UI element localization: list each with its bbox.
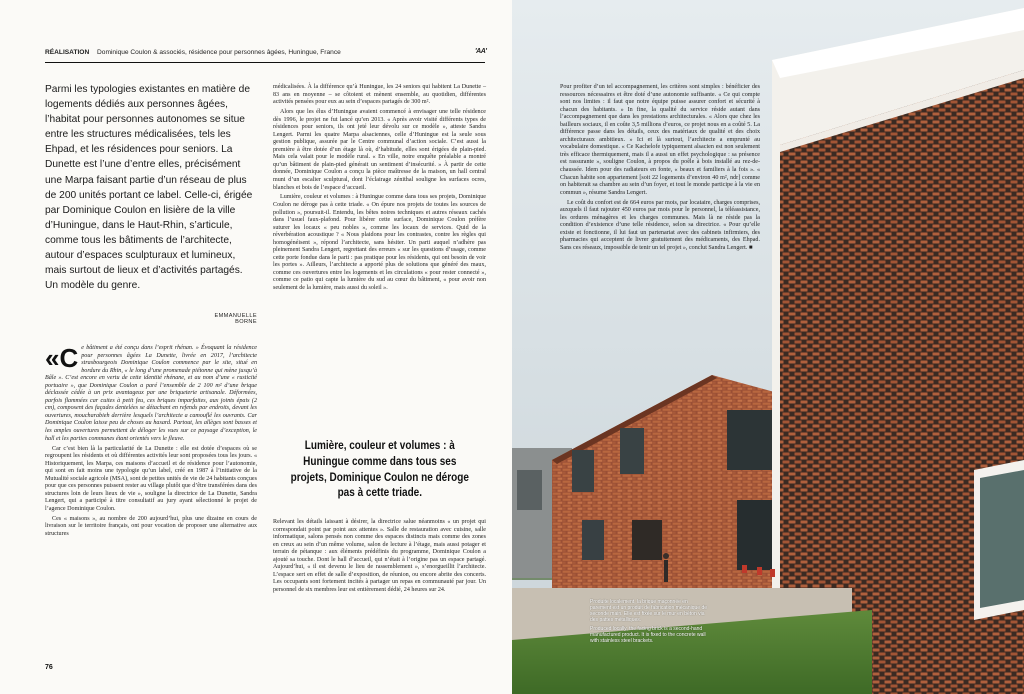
body-column-2-bottom: [273, 519, 486, 597]
right-page-photo: [512, 0, 1024, 694]
body-paragraph: Le coût du confort est de 664 euros par mois, par locataire, charges comprises, auxquels il faut rajouter 450 euros par mois pour le personnel, la téléassistance, les ordures ménagères et les charges communes. Mais là ne réside pas la condition d’existence d’une telle résidence, selon sa directrice. « Pour qu’elle existe et fonctionne, il lui faut un partenariat avec des cabinets infirmiers, des pharmacies qui acceptent de livrer gratuitement des médicaments, des Ehpad. Sans ces réseaux, impossible de tenir un tel projet », conclut Sandra Lengert. ■: [560, 199, 760, 251]
body-paragraph: Alors que les élus d’Huningue avaient commencé à envisager une telle résidence dès 1996, le projet ne fut lancé qu’en 2013. « Après avoir visité différents types de résidences pour seniors, ils ont jeté leur dévolu sur ce modèle », atteste Sandra Lengert. Parmi les quatre Marpa alsaciennes, celle d’Huningue est la seule sous gestion publique, assurée par le Centre communal d’action sociale. C’est aussi la première à être dotée d’un étage là où, d’habitude, elles sont érigées de plain-pied. Mais cela valait pour le modèle rural. « En ville, notre enquête préalable a montré qu’un bâtiment de plain-pied générait un sentiment d’insécurité. » À partir de cette donnée, Dominique Coulon a conçu la pièce maîtresse de la maison, un hall central muni d’un escalier sculptural, dont l’éclairage zénithal souligne les surfaces ocres, blanches et bois de l’espace d’accueil.: [273, 109, 486, 191]
body-paragraph: Pour profiter d’un tel accompagnement, les critères sont simples : bénéficier des ressources nécessaires et être doté d’une autonomie suffisante. « Ce qui compte sont nos limites : il faut que notre équipe puisse assurer confort et sécurité à chacun des habitants. » In fine, la qualité du service réside autant dans l’accompagnement que dans les prestations architecturales. « Alors que chez les bailleurs sociaux, il en coûte 3,5 millions d’euros, ce projet nous en a coûté 5. La différence passe dans les détails, ceux des matériaux de qualité et des choix architecturaux ambitieux. » Ici et là surtout, l’architecte a emprunté au vocabulaire domestique. « Ce Kachelofe typiquement alsacien est non seulement très efficace thermiquement, mais il a aussi un effet psychologique : sa présence est rassurante », souligne Coulon, à propos du poêle à bois installé au rez-de-chaussée. Idem pour des radiateurs en fonte, « beaux et familiers à la fois ». « Chacun habite son appartement [soit 22 logements d’environ 40 m², ndr] comme on habiterait sa chambre au sein d’un foyer, et tout le monde participe à la vie en commun », résume Sandra Lengert.: [560, 84, 760, 196]
photo-caption: [590, 599, 710, 647]
pullquote: Lumière, couleur et volumes : à Huningue comme dans tous ses projets, Dominique Coulon ne déroge pas à cette triade.: [290, 438, 469, 500]
body-paragraph: médicalisées. À la différence qu’à Huningue, les 24 seniors qui habitent La Dunette – 83 ans en moyenne – se côtoient et mènent ensemble, au quotidien, différentes activités pensées pour eux au sein d’espaces partagés de 300 m².: [273, 84, 486, 106]
body-paragraph: «Ce bâtiment a été conçu dans l’esprit rhénan. » Évoquant la résidence pour personnes âgées La Dunette, livrée en 2017, l’architecte strasbourgeois Dominique Coulon commence par le site, situé en bordure du Rhin, « le long d’une promenade piétonne qui mène jusqu’à Bâle ». C’est encore en vertu de cette identité rhénane, et au nom d’une « rusticité portuaire », que Dominique Coulon a paré l’ensemble de 2 100 m² d’une brique déclassée cédée à un prix avantageux par une briqueterie artisanale. Déformées, parfois flammées car cuites à petit feu, ces briques imparfaites, aux joints épais (2 cm), composent des façades dentelées se détachant en refends par endroits, devant les ouvertures, moucharabieh derrière lesquels l’architecte a camouflé les ouvrants. Car Dominique Coulon laisse peu de choses au hasard. Partout, les allèges sont basses et les amples ouvertures permettent de déloger les vues sur ce paysage d’exception, le hall et les parties communes étant orientés vers le fleuve.: [45, 343, 257, 442]
body-paragraph: Relevant les détails laissant à désirer, la directrice salue néanmoins « un projet qui correspondait point par point aux attentes ». Salle de restauration avec cuisine, salle informatique, salons pensés non comme des espaces distincts mais comme des zones en creux au sein d’un même volume, salon de lecture à l’étage, mais aussi potager et terrain de pétanque : aux éléments prédéfinis du programme, Dominique Coulon a ajouté sa touche. Dont le hall d’accueil, qui n’était à l’origine pas un espace partagé. Aujourd’hui, « il est devenu le lieu de rassemblement », s’enorgueillit l’architecte. L’espace sert en effet de salle d’exposition, de réunion, ou encore abrite des concerts. Les occupants sont fortement incités à partager un repas en communauté par jour. Un personnel de six membres leur est entièrement dédié, 24 heures sur 24.: [273, 519, 486, 593]
caption-fr: Produite localement, la brique maçonnée en parement est un produit de fabrication mécanique de seconde main. Elle est fixée sur le mur en béton via des pattes métalliques.: [590, 599, 708, 623]
body-paragraph: Car c’est bien là la particularité de La Dunette : elle est dotée d’espaces où se regroupent les résidents et où différentes activités leur sont proposées tous les jours. « Historiquement, les Marpa, ces maisons d’accueil et de résidence pour l’autonomie, qui sont en fait moins une typologie qu’un label, créé en 1987 à l’initiative de la Mutualité sociale agricole (MSA), sont de petites unités de vie de 24 habitants conçues pour que ces personnes puissent rester au village plutôt que d’être transférées dans des structures loin de leurs lieux de vie », souligne la directrice de La Dunette, Sandra Lengert, qui a participé à titre consultatif au jury ayant sélectionné le projet de l’agence Dominique Coulon.: [45, 445, 257, 512]
author-byline: EMMANUELLE BORNE: [214, 313, 257, 325]
header-rule: [45, 62, 485, 63]
page-header: [45, 49, 485, 63]
rubric-label: RÉALISATION: [45, 49, 90, 56]
page-number: 76: [45, 664, 53, 671]
caption-en: Produced locally, the facing brick is a second-hand manufactured product. It is fixed to the concrete wall with stainless steel brackets.: [590, 626, 706, 644]
right-text-column: [560, 84, 760, 255]
header-subject: Dominique Coulon & associés, résidence pour personnes âgées, Huningue, France: [97, 49, 341, 56]
lead-paragraph: Parmi les typologies existantes en matière de logements dédiés aux personnes âgées, l’habitat pour personnes autonomes se situe entre les structures médicalisées, tels les Ehpad, et les résidences pour seniors. La Dunette est l’une d’entre elles, précisément une Marpa faisant partie d’un réseau de plus de 200 unités portant ce label. Celle-ci, érigée par Dominique Coulon en lisière de la ville d’Huningue, dans le Haut-Rhin, s’articule, comme tous les bâtiments de l’architecte, autour d’espaces sculpturaux et lumineux, mais surtout de lieux et d’activités partagés. Un modèle du genre.: [45, 84, 253, 292]
pullquote-box: [290, 438, 470, 508]
drop-cap: «C: [45, 343, 79, 373]
body-column-1: [45, 345, 257, 541]
body-paragraph: Lumière, couleur et volumes : à Huningue comme dans tous ses projets, Dominique Coulon ne déroge pas à cette triade. « On épure nos projets de toutes les sources de pollution », poursuit-il. Entendu, les bêtes noires techniques et autres réseaux cachés dans l’usuel faux-plafond. Pour libérer cette surface, Dominique Coulon préfère suturer les locaux « peu nobles », comme les locaux de services. Quid de la réverbération acoustique ? « Nous plaidons pour les contrastes, contre les règles qui homogénéisent », répond l’architecte, sans hésiter. Un parti auquel n’adhère pas pleinement Sandra Lengert, regrettant des erreurs « sur les questions d’usage, comme cette porte fondue dans le parti : pas pratique pour les résidents, qui ont besoin de voir les portes ». Ailleurs, l’architecte a apporté plus de solutions que généré des maux, comme ces ouvertures entre les logements et les circulations « pour rester connecté », comme ce patio qui capte la lumière du sud au cœur du bâtiment, « pour avoir non seulement de la lumière, mais aussi du soleil ».: [273, 194, 486, 291]
magazine-logo: 'AA': [475, 48, 487, 55]
body-column-2: [273, 84, 486, 295]
body-paragraph: Ces « maisons », au nombre de 200 aujourd’hui, plus une dizaine en cours de livraison sur le territoire français, ont pour vocation de proposer une alternative aux structures: [45, 515, 257, 537]
